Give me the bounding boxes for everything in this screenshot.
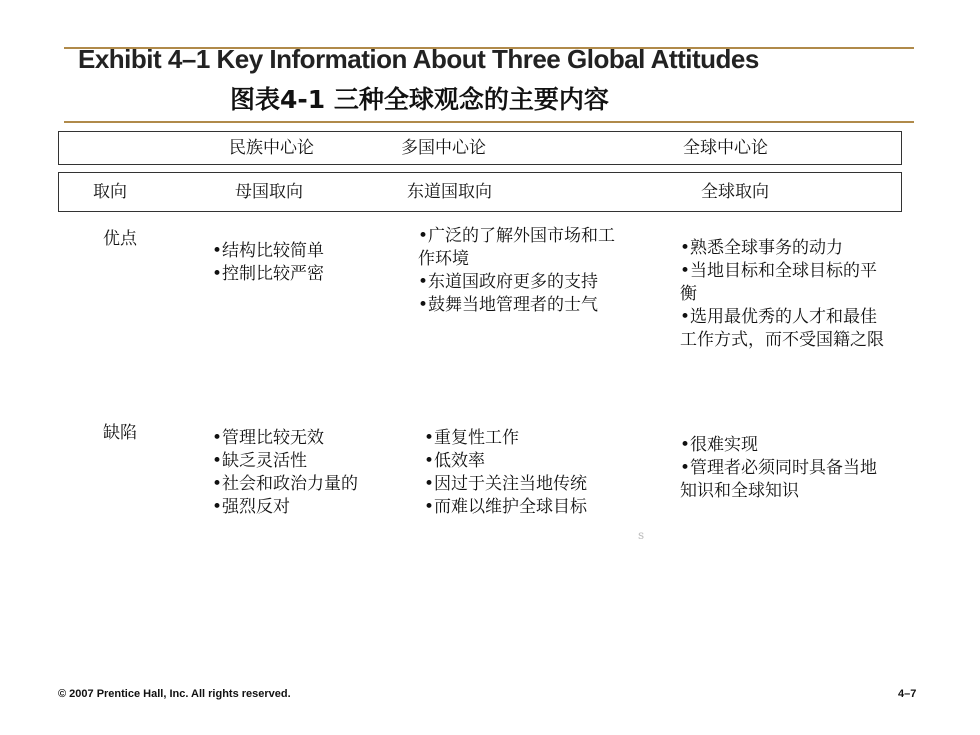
title-chinese: 图表4-1 三种全球观念的主要内容 (230, 85, 609, 114)
advantages-label: 优点 (103, 229, 137, 249)
list-item: •而难以维护全球目标 (424, 497, 588, 517)
list-item: •鼓舞当地管理者的士气 (418, 295, 599, 315)
header-geocentric: 全球中心论 (683, 138, 768, 158)
drawbacks-ethnocentric (212, 427, 412, 519)
list-item: •因过于关注当地传统 (424, 474, 588, 494)
list-item: •社会和政治力量的 (212, 474, 359, 494)
drawbacks-label: 缺陷 (103, 423, 137, 443)
list-item: •控制比较严密 (212, 264, 325, 284)
header-row (58, 131, 902, 165)
list-item: •选用最优秀的人才和最佳工作方式，而不受国籍之限 (680, 307, 884, 350)
list-item: •强烈反对 (212, 497, 291, 517)
advantages-polycentric (418, 225, 628, 317)
orientation-row (58, 172, 902, 212)
copyright-footer: © 2007 Prentice Hall, Inc. All rights reserved. (58, 688, 291, 700)
title-english: Exhibit 4–1 Key Information About Three Global Attitudes (78, 44, 759, 74)
faded-overlap-text: s (638, 528, 646, 542)
orientation-ethnocentric: 母国取向 (235, 182, 303, 202)
header-ethnocentric: 民族中心论 (229, 138, 314, 158)
drawbacks-polycentric (424, 427, 644, 519)
list-item: •管理比较无效 (212, 428, 325, 448)
title-underline (64, 121, 914, 123)
header-polycentric: 多国中心论 (401, 138, 486, 158)
list-item: •广泛的了解外国市场和工作环境 (418, 226, 616, 269)
advantages-ethnocentric (212, 240, 392, 286)
orientation-label: 取向 (93, 182, 127, 202)
advantages-geocentric (680, 237, 890, 352)
page-number: 4–7 (898, 688, 917, 700)
list-item: •低效率 (424, 451, 486, 471)
list-item: •管理者必须同时具备当地知识和全球知识 (680, 458, 878, 501)
list-item: •熟悉全球事务的动力 (680, 238, 844, 258)
list-item: •缺乏灵活性 (212, 451, 308, 471)
list-item: •重复性工作 (424, 428, 520, 448)
drawbacks-geocentric (680, 434, 890, 503)
orientation-polycentric: 东道国取向 (407, 182, 492, 202)
list-item: •很难实现 (680, 435, 759, 455)
orientation-geocentric: 全球取向 (701, 182, 769, 202)
list-item: •结构比较简单 (212, 241, 325, 261)
list-item: •当地目标和全球目标的平衡 (680, 261, 878, 304)
list-item: •东道国政府更多的支持 (418, 272, 599, 292)
